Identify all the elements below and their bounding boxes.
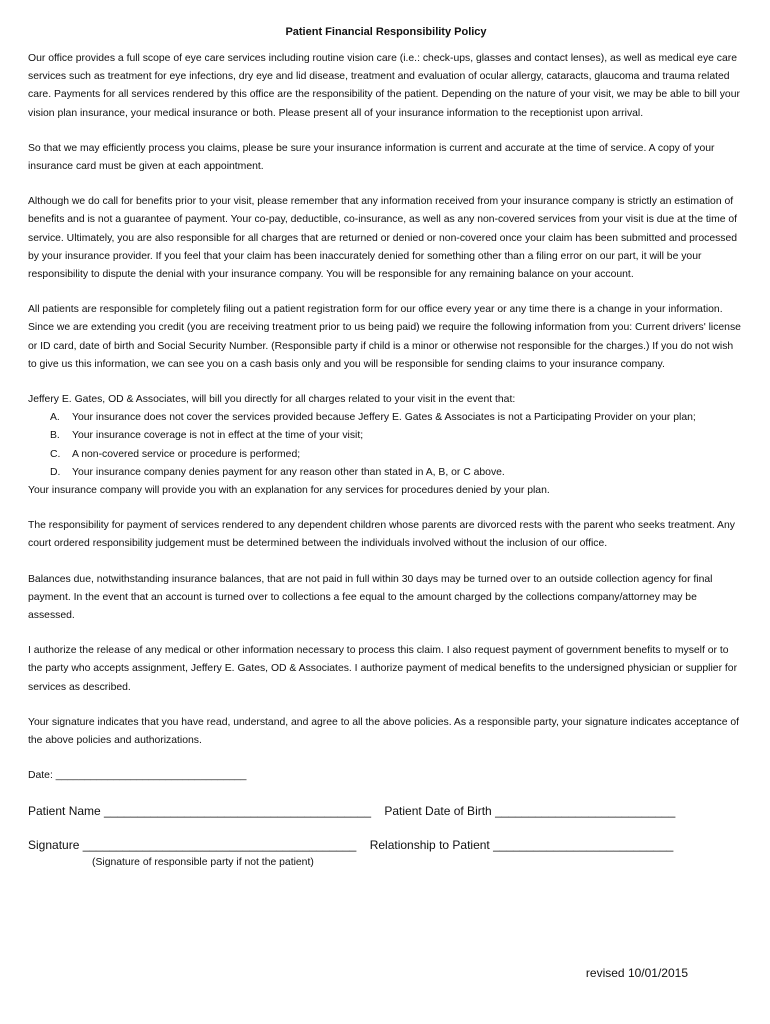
billing-conditions-list — [28, 409, 744, 482]
list-item — [28, 409, 744, 427]
list-item-letter: C. — [50, 448, 61, 460]
relationship-field[interactable]: Relationship to Patient ___________________________ — [369, 838, 674, 853]
paragraph-scope-of-services: Our office provides a full scope of eye care services including routine vision care (i.e.: check-ups, glasses and contact lenses), as well as medical eye care services such as treatment for eye infections, dry eye and lid disease, treatment and evaluation of ocular allergy, cataracts, glaucoma and trauma related care. Payments for all services rendered by this office are the responsibility of the patient. Depending on the nature of your visit, we may be able to bill your vision plan insurance, your medical insurance or both. Please present all of your insurance information to the receptionist upon arrival. — [28, 53, 740, 119]
list-item-letter: A. — [50, 412, 60, 424]
list-item-text: Your insurance does not cover the services provided because Jeffery E. Gates & Associates is not a Participating Provider on your plan; — [72, 412, 696, 424]
billing-explanation: Your insurance company will provide you with an explanation for any services for procedures denied by your plan. — [28, 485, 550, 497]
list-item-text: Your insurance company denies payment for any reason other than stated in A, B, or C above. — [72, 466, 505, 478]
list-item — [28, 464, 744, 482]
patient-info-row — [28, 803, 744, 819]
paragraph-registration: All patients are responsible for completely filing out a patient registration form for our office every year or any time there is a change in your information. Since we are extending you credit (you are receiving treatment prior to us being paid) we require the following information from you: Current drivers' license or ID card, date of birth and Social Security Number. (Responsible party if child is a minor or otherwise not responsible for the charges.) If you do not wish to give us this information, we can see you on a cash basis only and you will be responsible for sending claims to your insurance company. — [28, 304, 741, 370]
patient-name-field[interactable]: Patient Name ________________________________________ — [28, 804, 371, 819]
paragraph-signature-acknowledgement: Your signature indicates that you have read, understand, and agree to all the above policies. As a responsible party, your signature indicates acceptance of the above policies and authorizations. — [28, 716, 740, 747]
page-title: Patient Financial Responsibility Policy — [285, 26, 487, 38]
list-item-letter: D. — [50, 466, 61, 478]
paragraph-dependent-children: The responsibility for payment of services rendered to any dependent children whose parents are divorced rests with the parent who seeks treatment. Any court ordered responsibility judgement must be determined between the individuals involved without the inclusion of our office. — [28, 520, 735, 550]
list-item-text: A non-covered service or procedure is performed; — [72, 448, 301, 460]
list-item — [28, 446, 744, 464]
patient-dob-field[interactable]: Patient Date of Birth ___________________________ — [384, 804, 676, 819]
paragraph-authorization: I authorize the release of any medical or other information necessary to process this claim. I also request payment of government benefits to myself or to the party who accepts assignment, Jeffery E. Gates, OD & Associates. I authorize payment of medical benefits to the undersigned physician or supplier for services as described. — [28, 645, 738, 693]
list-item-text: Your insurance coverage is not in effect at the time of your visit; — [72, 430, 364, 442]
list-item-letter: B. — [50, 430, 60, 442]
signature-row — [28, 837, 744, 853]
paragraph-benefits-estimate: Although we do call for benefits prior to your visit, please remember that any information received from your insurance company is strictly an estimation of benefits and is not a guarantee of payment. Your co-pay, deductible, co-insurance, as well as any non-covered services from your visit is due at the time of service. Ultimately, you are also responsible for all charges that are returned or denied or non-covered once your claim has been submitted and processed by your insurance provider. If you feel that your claim has been inaccurately denied for something other than a filing error on our part, it will be your responsibility to dispute the denial with your insurance company. You will be responsible for any remaining balance on your account. — [28, 196, 738, 281]
revision-date: revised 10/01/2015 — [585, 966, 688, 980]
policy-document — [28, 26, 744, 871]
list-item — [28, 427, 744, 445]
paragraph-insurance-info: So that we may efficiently process you claims, please be sure your insurance information is current and accurate at the time of service. A copy of your insurance card must be given at each appointment. — [28, 142, 715, 173]
signature-note: (Signature of responsible party if not the patient) — [92, 857, 314, 869]
billing-intro: Jeffery E. Gates, OD & Associates, will bill you directly for all charges related to your visit in the event that: — [28, 394, 516, 406]
paragraph-collections: Balances due, notwithstanding insurance balances, that are not paid in full within 30 days may be turned over to an outside collection agency for final payment. In the event that an account is turned over to collections a fee equal to the amount charged by the collections company/attorney may be assessed. — [28, 573, 713, 622]
date-field[interactable]: Date: _________________________________ — [28, 770, 247, 782]
signature-field[interactable]: Signature _________________________________________ — [28, 838, 357, 853]
